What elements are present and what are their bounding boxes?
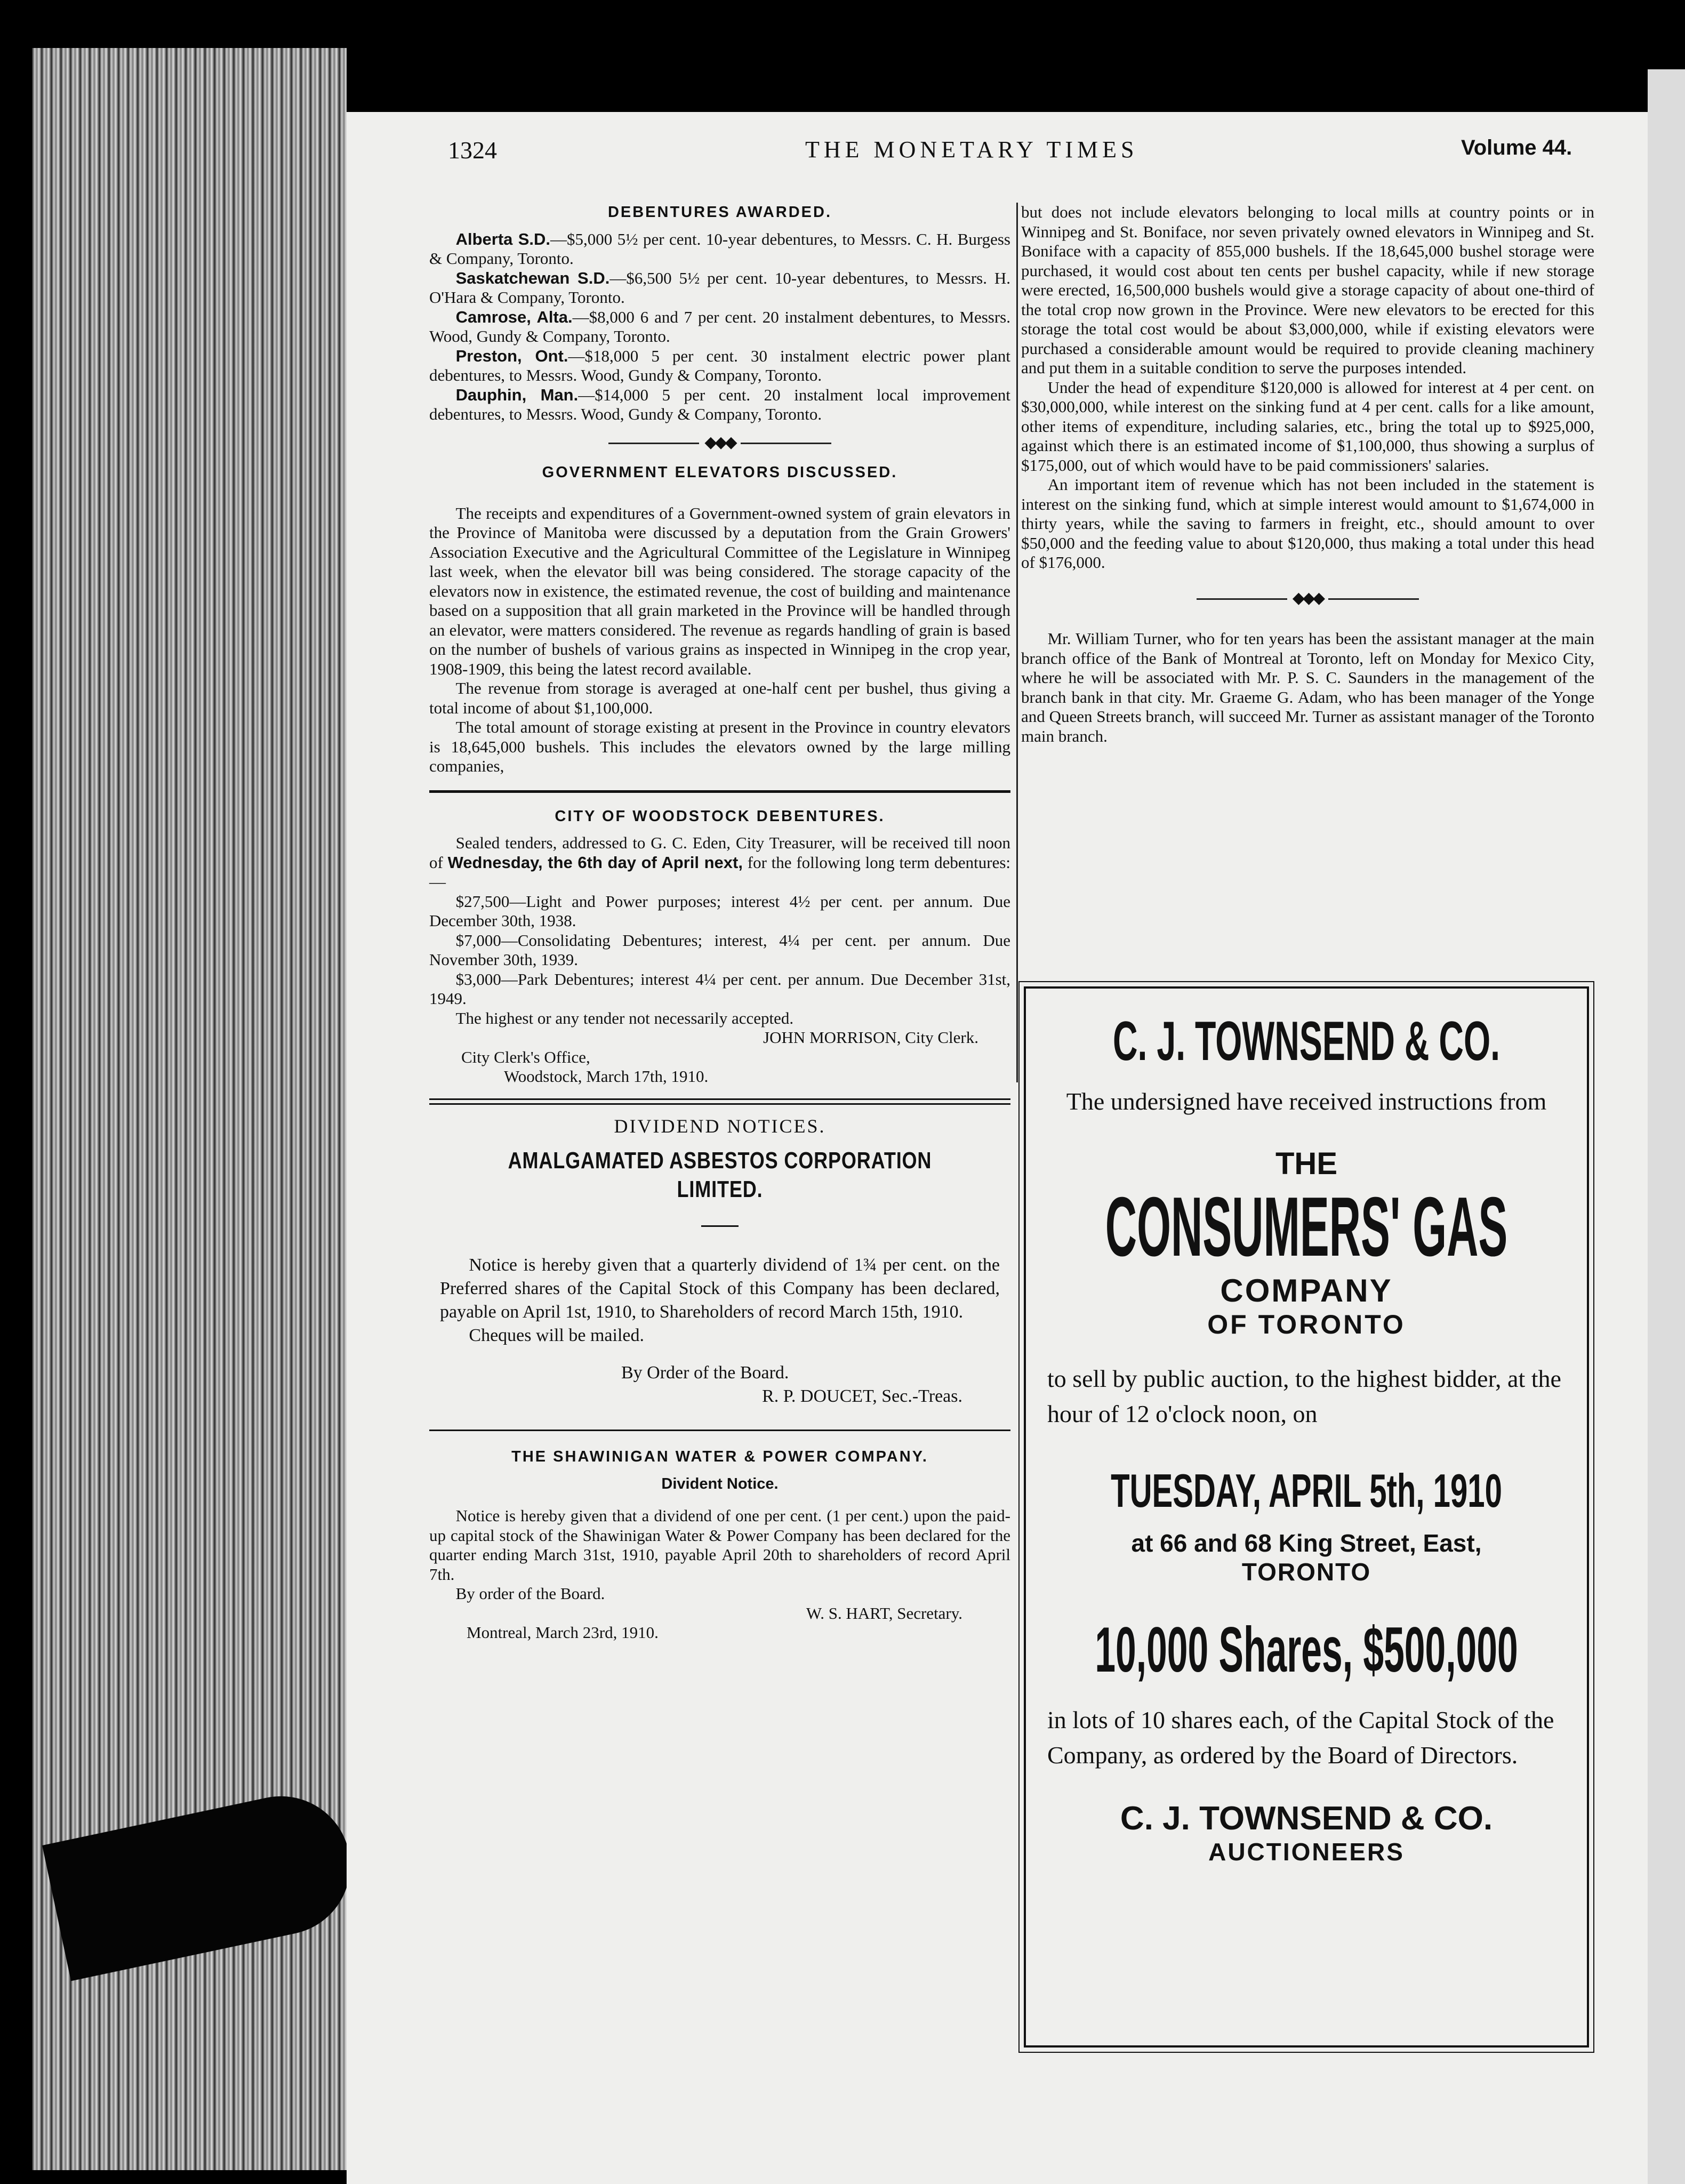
section-rule <box>429 790 1010 793</box>
paragraph: Under the head of expenditure $120,000 is allowed for interest at 4 per cent. on $30,000,000, while interest on the sinking fund at 4 per cent. calls for a like amount, other items of expenditure, including salaries, etc., bring the total up to $925,000, against which there is an estimated income of $1,100,000, thus showing a surplus of $175,000, out of which would have to be paid commissioners' salaries. <box>1021 378 1594 475</box>
entry-place: Camrose, Alta. <box>455 307 573 326</box>
facing-page-strip <box>1648 69 1685 2184</box>
ad-company-name: CONSUMERS' GAS <box>1105 1180 1508 1274</box>
notice-subtitle: Divident Notice. <box>661 1475 779 1492</box>
entry-place: Preston, Ont. <box>455 346 568 365</box>
woodstock-section <box>429 807 1010 1087</box>
elevators-continued <box>1021 203 1594 608</box>
debentures-awarded-section <box>429 203 1010 452</box>
ad-the: THE <box>1275 1146 1337 1181</box>
company-name <box>482 1146 958 1204</box>
dividend-notices-section <box>429 1117 1010 1643</box>
signature: R. P. DOUCET, Sec.-Treas. <box>762 1386 962 1406</box>
column-divider <box>1016 203 1018 1082</box>
entry-place: Alberta S.D. <box>455 229 551 248</box>
company-name: THE SHAWINIGAN WATER & POWER COMPANY. <box>511 1448 928 1465</box>
ad-purpose: to sell by public auction, to the highest bidder, at the hour of 12 o'clock noon, on <box>1047 1365 1561 1427</box>
intro-bold: Wednesday, the 6th day of April next, <box>447 853 743 872</box>
volume-label: Volume 44. <box>1461 136 1572 159</box>
entry-text: —$5,000 5½ per cent. 10-year debentures, to Messrs. C. H. Burgess & Company, Toronto. <box>429 229 1010 268</box>
section-header: DIVIDEND NOTICES. <box>614 1115 826 1137</box>
shawinigan-notice <box>429 1447 1010 1643</box>
ornament-divider: ◆◆◆ <box>429 433 1010 453</box>
company-name-line: AMALGAMATED ASBESTOS CORPORATION <box>508 1147 932 1174</box>
debenture-entry <box>429 347 1010 386</box>
paragraph: Notice is hereby given that a dividend of one per cent. (1 per cent.) upon the paid-up capital stock of the Shawinigan Water & Power Company has been declared for the quarter ending March 31st, 1910, payable April 20th to shareholders of record April 7th. <box>429 1506 1010 1584</box>
ad-shares: 10,000 Shares, $500,000 <box>1095 1614 1518 1685</box>
turner-notice: Mr. William Turner, who for ten years has been the assistant manager at the main branch office of the Bank of Montreal at Toronto, left on Monday for Mexico City, where he will be associated with Mr. P. S. C. Saunders in the management of the branch bank in that city. Mr. Graeme G. Adam, who has been manager of the Yonge and Queen Streets branch, will succeed Mr. Turner as assistant manager of the Toronto main branch. <box>1021 629 1594 745</box>
office-line: City Clerk's Office, <box>461 1047 590 1066</box>
place-date: Montreal, March 23rd, 1910. <box>467 1623 659 1642</box>
debenture-item: $27,500—Light and Power purposes; interest 4½ per cent. per annum. Due December 30th, 1938. <box>429 892 1010 930</box>
townsend-advertisement <box>1024 986 1589 2048</box>
entry-place: Dauphin, Man. <box>455 385 579 404</box>
short-rule <box>701 1225 739 1227</box>
debenture-entry <box>429 308 1010 347</box>
ad-address: at 66 and 68 King Street, East, <box>1131 1529 1482 1557</box>
intro-text: Sealed tenders, addressed to G. C. Eden, City Treasurer, will be received till noon of <box>429 833 1010 872</box>
company-name-line: LIMITED. <box>677 1176 763 1202</box>
debenture-entry <box>429 269 1010 308</box>
section-title: CITY OF WOODSTOCK DEBENTURES. <box>555 807 885 825</box>
entry-text: —$8,000 6 and 7 per cent. 20 instalment debentures, to Messrs. Wood, Gundy & Company, Toronto. <box>429 307 1010 346</box>
entry-text: —$14,000 5 per cent. 20 instalment local improvement debentures, to Messrs. Wood, Gundy & Company, Toronto. <box>429 385 1011 423</box>
section-rule <box>429 1098 1010 1105</box>
entry-text: —$18,000 5 per cent. 30 instalment electric power plant debentures, to Messrs. Wood, Gundy & Company, Toronto. <box>429 346 1010 384</box>
ad-intro: The undersigned have received instructions from <box>1066 1088 1547 1115</box>
page-number: 1324 <box>448 136 497 164</box>
section-title: GOVERNMENT ELEVATORS DISCUSSED. <box>542 464 898 481</box>
section-title: DEBENTURES AWARDED. <box>607 204 832 221</box>
ad-firm-name: C. J. TOWNSEND & CO. <box>1112 1010 1501 1072</box>
paragraph: The total amount of storage existing at present in the Province in country elevators is 18,645,000 bushels. This includes the elevators owned by the large milling companies, <box>429 718 1010 775</box>
paragraph: An important item of revenue which has not been included in the statement is interest on the sinking fund, which at simple interest would amount to $1,674,000 in thirty years, while the saving to farmers in freight, etc., should amount to over $50,000 and the feeding value to about $120,000, thus making a total under this head of $176,000. <box>1021 475 1594 572</box>
entry-place: Saskatchewan S.D. <box>455 268 610 287</box>
paragraph: Notice is hereby given that a quarterly dividend of 1¾ per cent. on the Preferred shares of the Capital Stock of this Company has been declared, payable on April 1st, 1910, to Shareholders of record March 15th, 1910. <box>440 1255 1000 1322</box>
left-column <box>429 203 1010 1643</box>
paragraph <box>429 833 1010 892</box>
ad-firm-name-bottom: C. J. TOWNSEND & CO. <box>1120 1800 1493 1837</box>
ad-role: AUCTIONEERS <box>1208 1838 1405 1866</box>
debenture-item: $3,000—Park Debentures; interest 4¼ per cent. per annum. Due December 31st, 1949. <box>429 969 1010 1008</box>
journal-title: THE MONETARY TIMES <box>805 136 1138 163</box>
entry-text: —$6,500 5½ per cent. 10-year debentures, to Messrs. H. O'Hara & Company, Toronto. <box>429 268 1011 307</box>
intro-text: for the following long term debentures:— <box>429 853 1010 891</box>
paragraph: The receipts and expenditures of a Government-owned system of grain elevators in the Province of Manitoba were discussed by a deputation from the Grain Growers' Association Executive and the Agricultural Committee of the Legislature in Winnipeg last week, when the elevator bill was being considered. The storage capacity of the elevators now in existence, the estimated revenue, the cost of building and maintenance based on a supposition that all grain marketed in the Province will be handled through an elevator, were matters considered. The revenue as regards handling of grain is based on the number of bushels of various grains as inspected in Winnipeg in the crop year, 1908-1909, this being the latest record available. <box>429 503 1010 678</box>
paragraph: By order of the Board. <box>455 1584 605 1603</box>
ornament-divider: ◆◆◆ <box>1021 589 1594 608</box>
paragraph: Cheques will be mailed. <box>469 1326 644 1345</box>
paragraph: but does not include elevators belonging to local mills at country points or in Winnipeg and St. Boniface, nor seven privately owned elevators in Winnipeg and St. Boniface with a capacity of 855,000 bushels. If the 18,645,000 bushel storage were purchased, it would cost about ten cents per bushel capacity, while if new storage were erected, 16,500,000 bushels would give a storage capacity of about one-third of the total crop now grown in the Province. Were new elevators to be erected for this storage the total cost would be about $3,000,000, while if existing elevators were purchased a considerable amount would be required to provide cleaning machinery and put them in a suitable condition to serve the purposes intended. <box>1021 203 1594 377</box>
ad-company-name-2: COMPANY <box>1220 1273 1393 1308</box>
signature: W. S. HART, Secretary. <box>806 1603 962 1623</box>
signature: JOHN MORRISON, City Clerk. <box>763 1028 978 1047</box>
ad-company-city: OF TORONTO <box>1207 1310 1406 1339</box>
ad-auction-date: TUESDAY, APRIL 5th, 1910 <box>1111 1464 1502 1517</box>
order-line: By Order of the Board. <box>621 1363 789 1383</box>
debenture-item: $7,000—Consolidating Debentures; interest, 4¼ per cent. per annum. Due November 30th, 1939. <box>429 930 1010 969</box>
paragraph: The highest or any tender not necessarily accepted. <box>455 1008 794 1027</box>
elevators-section <box>429 463 1010 776</box>
section-rule <box>429 1430 1010 1431</box>
debenture-entry <box>429 386 1010 424</box>
right-column <box>1021 203 1594 746</box>
paragraph: The revenue from storage is averaged at one-half cent per bushel, thus giving a total income of about $1,100,000. <box>429 679 1010 717</box>
ad-lots: in lots of 10 shares each, of the Capital Stock of the Company, as ordered by the Board of Directors. <box>1047 1706 1554 1769</box>
place-date: Woodstock, March 17th, 1910. <box>504 1067 709 1086</box>
debenture-entry <box>429 230 1010 269</box>
ad-address-city: TORONTO <box>1241 1558 1371 1586</box>
dividend-notice <box>429 1254 1010 1408</box>
